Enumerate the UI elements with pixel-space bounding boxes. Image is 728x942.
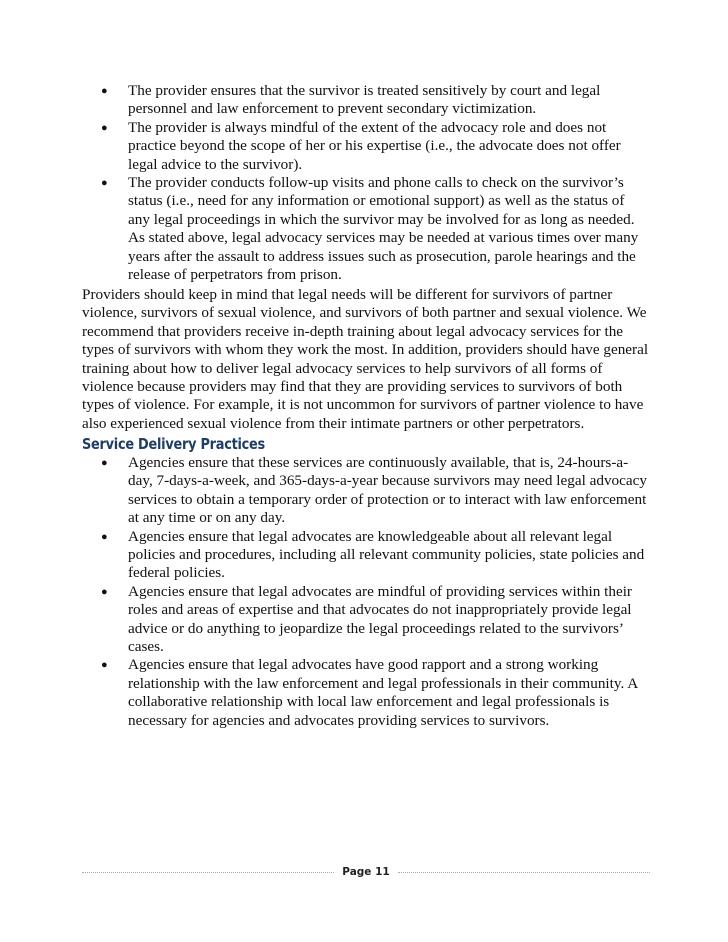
bullet-list-provider	[0, 82, 728, 284]
page-number: Page 11	[342, 866, 390, 878]
bullet-icon: ●	[101, 177, 108, 190]
page-footer	[82, 862, 650, 882]
list-item	[0, 454, 728, 528]
bullet-icon: ●	[101, 457, 108, 469]
list-item-text: Agencies ensure that legal advocates have good rapport and a strong working relationship with the law enforcement and legal professionals in their community. A collaborative relationship with local law enforcement and legal professionals is necessary for agencies and advocates providing services to survivors.	[128, 656, 638, 729]
list-item	[0, 82, 728, 119]
footer-divider-right	[398, 872, 650, 873]
footer-divider-left	[82, 872, 334, 873]
bullet-icon: ●	[101, 659, 108, 672]
section-heading: Service Delivery Practices	[82, 435, 265, 453]
bullet-icon: ●	[101, 85, 108, 97]
bullet-icon: ●	[101, 585, 108, 598]
list-item	[0, 119, 728, 174]
list-item-text: Agencies ensure that legal advocates are mindful of providing services within their roles and areas of expertise and that advocates do not inappropriately provide legal advice or do anything to jeopardize the legal proceedings related to the survivors’ cases.	[128, 582, 632, 656]
list-item-text: Agencies ensure that legal advocates are knowledgeable about all relevant legal policies and procedures, including all relevant community policies, state policies and federal policies.	[128, 527, 645, 582]
body-paragraph: Providers should keep in mind that legal needs will be different for survivors of partner violence, survivors of sexual violence, and survivors of both partner and sexual violence. We recommend that providers receive in-depth training about legal advocacy services for the types of survivors with whom they work the most. In addition, providers should have general training about how to deliver legal advocacy services to help survivors of all forms of violence because providers may find that they are providing services to survivors of both types of violence. For example, it is not uncommon for survivors of partner violence to have also experienced sexual violence from their intimate partners or other perpetrators.	[82, 286, 649, 432]
list-item	[0, 656, 728, 730]
bullet-icon: ●	[101, 121, 108, 134]
list-item	[0, 583, 728, 657]
bullet-list-service-delivery	[0, 454, 728, 730]
list-item	[0, 174, 728, 284]
list-item-text: Agencies ensure that these services are continuously available, that is, 24-hours-a-day, 7-days-a-week, and 365-days-a-year because survivors may need legal advocacy services to obtain a temporary order of protection or to interact with law enforcement at any time or on any day.	[128, 454, 647, 527]
list-item-text: The provider ensures that the survivor is treated sensitively by court and legal personnel and law enforcement to prevent secondary victimization.	[128, 82, 601, 118]
list-item-text: The provider conducts follow-up visits and phone calls to check on the survivor’s status (i.e., need for any information or emotional support) as well as the status of any legal proceedings in which the survivor may be involved for as long as needed. As stated above, legal advocacy services may be needed at various times over many years after the assault to address issues such as prosecution, parole hearings and the release of perpetrators from prison.	[128, 174, 639, 284]
bullet-icon: ●	[101, 530, 108, 543]
list-item-text: The provider is always mindful of the extent of the advocacy role and does not practice beyond the scope of her or his expertise (i.e., the advocate does not offer legal advice to the survivor).	[128, 118, 621, 173]
list-item	[0, 528, 728, 583]
